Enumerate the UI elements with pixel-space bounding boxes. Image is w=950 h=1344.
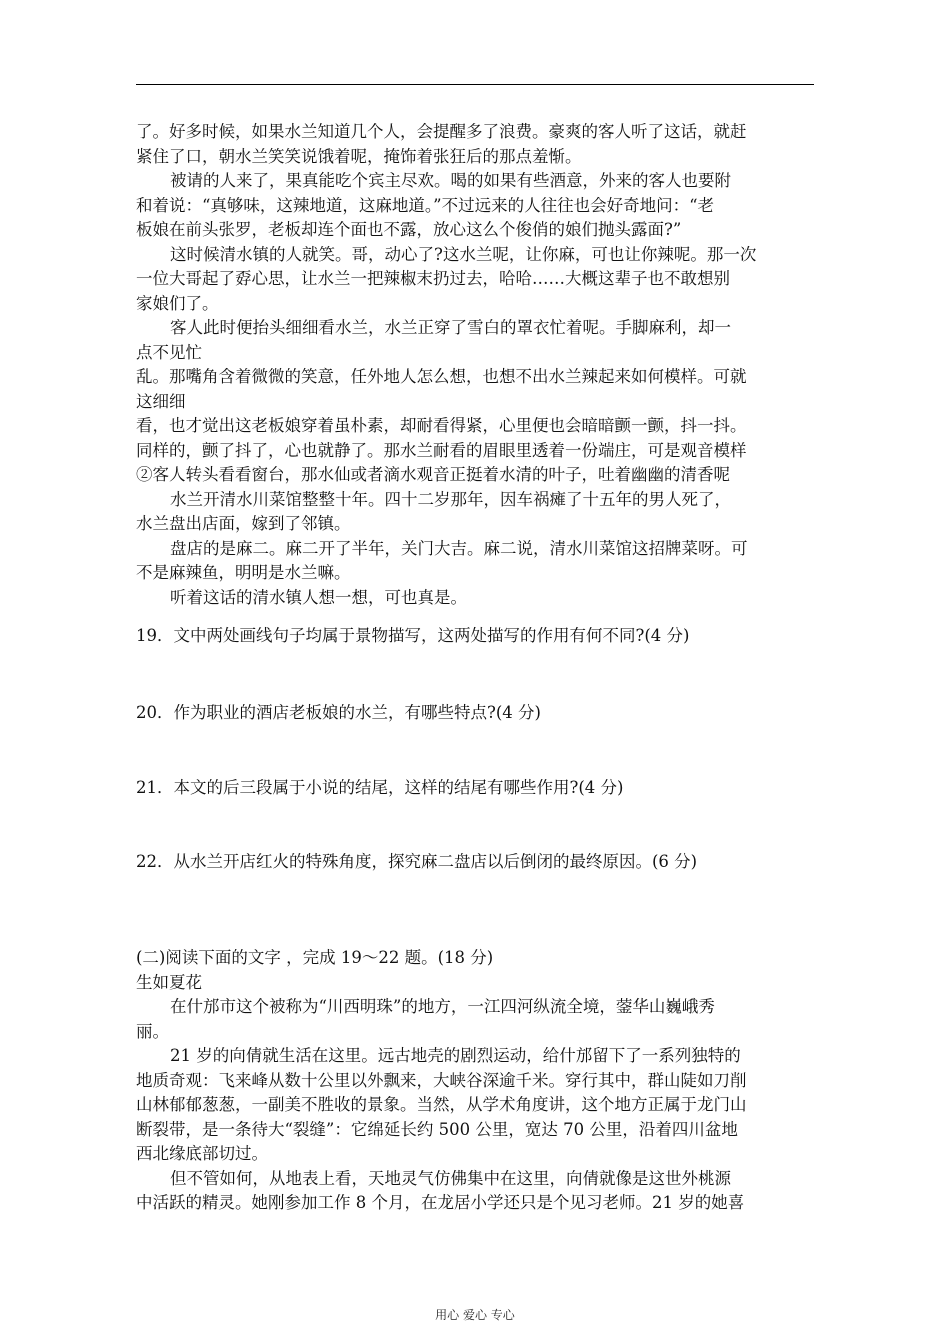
text-line: 断裂带，是一条待大“裂缝”：它绵延长约 500 公里，宽达 70 公里，沿着四川盆地 — [136, 1119, 738, 1139]
question-20: 20．作为职业的酒店老板娘的水兰，有哪些特点?(4 分) — [136, 703, 541, 722]
text-line: 不是麻辣鱼，明明是水兰嘛。 — [136, 563, 351, 582]
text-line: 水兰盘出店面，嫁到了邻镇。 — [136, 514, 351, 533]
question-21: 21．本文的后三段属于小说的结尾，这样的结尾有哪些作用?(4 分) — [136, 778, 624, 797]
text-line: 点不见忙 — [136, 342, 202, 362]
text-line: 中活跃的精灵。她刚参加工作 8 个月，在龙居小学还只是个见习老师。21 岁的她喜 — [136, 1193, 745, 1212]
passage-one — [136, 120, 816, 610]
text-line: 21 岁的向倩就生活在这里。远古地壳的剧烈运动，给什邡留下了一系列独特的 — [170, 1046, 741, 1065]
text-line: 听着这话的清水镇人想一想，可也真是。 — [170, 587, 467, 607]
header-rule — [136, 84, 814, 85]
text-line: 同样的，颤了抖了，心也就静了。那水兰耐看的眉眼里透着一份端庄，可是观音模样 — [136, 440, 747, 460]
passage-two — [136, 946, 816, 1216]
text-line: 地质奇观：飞来峰从数十公里以外飘来，大峡谷深逾千米。穿行其中，群山陡如刀削 — [136, 1070, 747, 1090]
text-line: 西北缘底部切过。 — [136, 1144, 268, 1163]
section-heading: (二)阅读下面的文字 ，完成 19～22 题。(18 分) — [136, 948, 494, 967]
text-line: 和着说：“真够味，这辣地道，这麻地道。”不过远来的人往往也会好奇地问：“老 — [136, 195, 715, 215]
text-line: 在什邡市这个被称为“川西明珠”的地方，一江四河纵流全境，蓥华山巍峨秀 — [170, 997, 715, 1016]
text-line: 客人此时便抬头细细看水兰，水兰正穿了雪白的罩衣忙着呢。手脚麻利，却一 — [170, 318, 731, 337]
text-line: 这时候清水镇的人就笑。哥，动心了?这水兰呢，让你麻，可也让你辣呢。那一次 — [170, 244, 757, 264]
question-19: 19．文中两处画线句子均属于景物描写，这两处描写的作用有何不同?(4 分) — [136, 626, 690, 645]
text-line: 被请的人来了，果真能吃个宾主尽欢。喝的如果有些酒意，外来的客人也要附 — [170, 171, 731, 190]
text-line: 山林郁郁葱葱，一副美不胜收的景象。当然，从学术角度讲，这个地方正属于龙门山 — [136, 1095, 747, 1114]
text-line: 板娘在前头张罗，老板却连个面也不露，放心这么个俊俏的娘们抛头露面?” — [136, 220, 682, 239]
question-22: 22．从水兰开店红火的特殊角度，探究麻二盘店以后倒闭的最终原因。(6 分) — [136, 852, 698, 871]
text-line: 水兰开清水川菜馆整整十年。四十二岁那年，因车祸瘫了十五年的男人死了， — [170, 489, 731, 509]
text-line: 乱。那嘴角含着微微的笑意，任外地人怎么想，也想不出水兰辣起来如何模样。可就 — [136, 367, 747, 386]
text-line: 但不管如何，从地表上看，天地灵气仿佛集中在这里，向倩就像是这世外桃源 — [170, 1168, 731, 1188]
text-line: 一位大哥起了孬心思，让水兰一把辣椒末扔过去，哈哈……大概这辈子也不敢想别 — [136, 269, 730, 288]
text-line: ②客人转头看看窗台，那水仙或者滴水观音正挺着水清的叶子，吐着幽幽的清香呢 — [136, 465, 730, 484]
text-line: 了。好多时候，如果水兰知道几个人，会提醒多了浪费。豪爽的客人听了这话，就赶 — [136, 122, 747, 141]
article-title: 生如夏花 — [136, 972, 202, 992]
text-line: 丽。 — [136, 1021, 169, 1041]
page-footer: 用心 爱心 专心 — [435, 1308, 515, 1322]
text-line: 紧住了口，朝水兰笑笑说饿着呢，掩饰着张狂后的那点羞惭。 — [136, 146, 582, 166]
text-line: 这细细 — [136, 391, 186, 411]
text-line: 盘店的是麻二。麻二开了半年，关门大吉。麻二说，清水川菜馆这招牌菜呀。可 — [170, 538, 748, 558]
text-line: 家娘们了。 — [136, 293, 219, 313]
text-line: 看，也才觉出这老板娘穿着虽朴素，却耐看得紧，心里便也会暗暗颤一颤，抖一抖。 — [136, 416, 747, 435]
